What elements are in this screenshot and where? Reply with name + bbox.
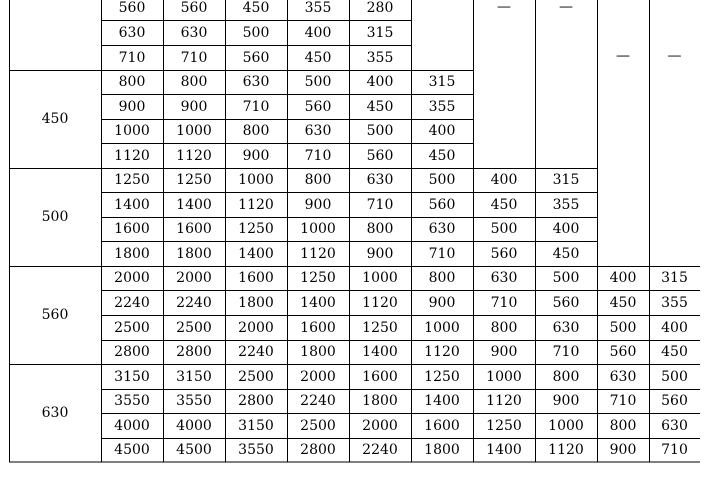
table-cell: 800 xyxy=(304,172,332,188)
table-cell: 900 xyxy=(490,344,518,360)
table-cell: 1000 xyxy=(362,270,398,286)
table-cell: 1000 xyxy=(238,172,274,188)
table-cell: 4500 xyxy=(114,442,150,458)
table-cell: 2240 xyxy=(114,294,150,311)
table-cell: 1000 xyxy=(114,123,150,139)
table-cell: 1600 xyxy=(300,319,336,336)
group-label: 630 xyxy=(41,405,69,421)
table-cell: 560 xyxy=(490,245,518,262)
table-cell: 900 xyxy=(366,245,394,262)
table-cell: 1250 xyxy=(424,368,460,385)
table-cell: 2240 xyxy=(238,344,274,360)
table-cell: 560 xyxy=(366,147,394,164)
table-cell: 1250 xyxy=(486,417,522,434)
dash-cell: — xyxy=(559,0,573,15)
table-cell: 1120 xyxy=(486,393,522,409)
table-cell: 630 xyxy=(118,24,146,41)
table-cell: 630 xyxy=(304,123,332,139)
table-cell: 1120 xyxy=(176,147,212,164)
table-cell: 3550 xyxy=(114,393,150,409)
table-cell: 900 xyxy=(118,98,146,115)
table-cell: 1600 xyxy=(424,417,460,434)
table-cell: 2000 xyxy=(238,319,274,336)
table-cell: 500 xyxy=(366,123,394,139)
table-cell: 355 xyxy=(552,196,580,213)
table-cell: 500 xyxy=(428,172,456,188)
table-cell: 1800 xyxy=(114,245,150,262)
table-cell: 2000 xyxy=(362,417,398,434)
table-cell: 1800 xyxy=(238,294,274,311)
table-cell: 450 xyxy=(490,196,518,213)
table-cell: 2240 xyxy=(176,294,212,311)
table-cell: 630 xyxy=(490,270,518,286)
table-cell: 900 xyxy=(242,147,270,164)
table-cell: 500 xyxy=(609,319,637,336)
table-cell: 1400 xyxy=(238,245,274,262)
table-cell: 2000 xyxy=(300,368,336,385)
table-cell: 2000 xyxy=(114,270,150,286)
table-cell: 1250 xyxy=(362,319,398,336)
table-cell: 355 xyxy=(428,98,456,115)
table-cell: 400 xyxy=(304,24,332,41)
table-cell: 355 xyxy=(661,294,688,311)
table-cell: 1250 xyxy=(176,172,212,188)
table-cell: 1120 xyxy=(300,245,336,262)
table-cell: 630 xyxy=(242,74,270,90)
table-cell: 1600 xyxy=(176,221,212,237)
table-cell: 560 xyxy=(304,98,332,115)
table-cell: 1400 xyxy=(300,294,336,311)
table-cell: 560 xyxy=(180,0,208,16)
table-cell: 1600 xyxy=(114,221,150,237)
table-cell: 900 xyxy=(304,196,332,213)
table-cell: 710 xyxy=(304,147,332,164)
table-cell: 710 xyxy=(661,442,688,458)
table-cell: 710 xyxy=(118,49,146,66)
table-cell: 800 xyxy=(490,319,518,336)
table-cell: 3150 xyxy=(176,368,212,385)
table-cell: 560 xyxy=(552,294,580,311)
table-cell: 1000 xyxy=(548,417,584,434)
table-cell: 1120 xyxy=(114,147,150,164)
table-cell: 450 xyxy=(661,344,688,360)
table-cell: 400 xyxy=(552,221,580,237)
table-cell: 500 xyxy=(661,368,688,385)
table-cell: 2000 xyxy=(176,270,212,286)
table-cell: 710 xyxy=(609,393,637,409)
table-cell: 1000 xyxy=(176,123,212,139)
table-cell: 900 xyxy=(609,442,637,458)
table-cell: 1800 xyxy=(362,393,398,409)
table-cell: 315 xyxy=(661,270,688,286)
table-cell: 710 xyxy=(428,245,456,262)
table-cell: 450 xyxy=(366,98,394,115)
table-cell: 1800 xyxy=(176,245,212,262)
table-cell: 2800 xyxy=(176,344,212,360)
table-cell: 1400 xyxy=(114,196,150,213)
table-cell: 3150 xyxy=(114,368,150,385)
table-cell: 630 xyxy=(552,319,580,336)
dash-cell: — xyxy=(616,48,630,64)
table-cell: 800 xyxy=(428,270,456,286)
table-cell: 500 xyxy=(242,24,270,41)
table-cell: 315 xyxy=(552,172,580,188)
table-cell: 800 xyxy=(242,123,270,139)
table-cell: 1250 xyxy=(300,270,336,286)
table-cell: 630 xyxy=(609,368,637,385)
table-cell: 1120 xyxy=(238,196,274,213)
table-cell: 500 xyxy=(552,270,580,286)
dash-cell: — xyxy=(667,48,682,64)
group-label: 450 xyxy=(41,111,69,127)
table-cell: 560 xyxy=(118,0,146,16)
table-cell: 500 xyxy=(304,74,332,90)
table-cell: 2240 xyxy=(362,442,398,458)
table-cell: 710 xyxy=(180,49,208,66)
table-cell: 1600 xyxy=(362,368,398,385)
table-cell: 3550 xyxy=(238,442,274,458)
table-cell: 450 xyxy=(552,245,580,262)
table-cell: 1400 xyxy=(424,393,460,409)
table-cell: 900 xyxy=(428,294,456,311)
table-cell: 315 xyxy=(428,74,456,90)
table-cell: 1600 xyxy=(238,270,274,286)
table-cell: 1250 xyxy=(114,172,150,188)
table-cell: 1000 xyxy=(424,319,460,336)
table-cell: 900 xyxy=(180,98,208,115)
table-cell: 2500 xyxy=(114,319,150,336)
table-cell: 710 xyxy=(366,196,394,213)
table-cell: 2800 xyxy=(114,344,150,360)
table-cell: 1120 xyxy=(424,344,460,360)
table-cell: 280 xyxy=(366,0,394,16)
table-cell: 800 xyxy=(552,368,580,385)
table-cell: 1800 xyxy=(424,442,460,458)
table-cell: 710 xyxy=(552,344,580,360)
table-cell: 710 xyxy=(242,98,270,115)
table-cell: 355 xyxy=(366,49,394,66)
table-cell: 400 xyxy=(366,74,394,90)
table-cell: 1250 xyxy=(238,221,274,237)
table-cell: 560 xyxy=(242,49,270,66)
table-cell: 4000 xyxy=(176,417,212,434)
table-cell: 450 xyxy=(428,147,456,164)
table-cell: 4500 xyxy=(176,442,212,458)
table-cell: 800 xyxy=(180,74,208,90)
table-cell: 900 xyxy=(552,393,580,409)
table-cell: 2500 xyxy=(176,319,212,336)
table-cell: 4000 xyxy=(114,417,150,434)
table-cell: 630 xyxy=(661,417,688,434)
table-cell: 1400 xyxy=(176,196,212,213)
table-cell: 400 xyxy=(490,172,518,188)
table-cell: 2240 xyxy=(300,393,336,409)
table-cell: 630 xyxy=(428,221,456,237)
table-cell: 800 xyxy=(609,417,637,434)
table-cell: 1120 xyxy=(548,442,584,458)
table-cell: 2800 xyxy=(300,442,336,458)
table-cell: 3550 xyxy=(176,393,212,409)
table-cell: 1120 xyxy=(362,294,398,311)
table-cell: 315 xyxy=(366,24,394,41)
table-cell: 2500 xyxy=(300,417,336,434)
table-cell: 1400 xyxy=(362,344,398,360)
table-cell: 710 xyxy=(490,294,518,311)
table-cell: 355 xyxy=(304,0,332,16)
table-cell: 1000 xyxy=(486,368,522,385)
table-cell: 2800 xyxy=(238,393,274,409)
table-cell: 1800 xyxy=(300,344,336,360)
table-cell: 450 xyxy=(242,0,270,16)
table-cell: 400 xyxy=(661,319,688,336)
group-label: 560 xyxy=(41,307,69,323)
table-cell: 1400 xyxy=(486,442,522,458)
dash-cell: — xyxy=(497,0,511,15)
table-cell: 400 xyxy=(428,123,456,139)
table-cell: 3150 xyxy=(238,417,274,434)
table-cell: 630 xyxy=(180,24,208,41)
table-cell: 800 xyxy=(366,221,394,237)
table-cell: 2500 xyxy=(238,368,274,385)
table-cell: 400 xyxy=(609,270,637,286)
table-cell: 560 xyxy=(661,393,688,409)
group-label: 500 xyxy=(41,209,69,225)
table-cell: 500 xyxy=(490,221,518,237)
table-cell: 560 xyxy=(428,196,456,213)
table-cell: 1000 xyxy=(300,221,336,237)
table-cell: 450 xyxy=(304,49,332,66)
table-cell: 560 xyxy=(609,344,637,360)
table-cell: 800 xyxy=(118,74,146,90)
table-cell: 450 xyxy=(609,294,637,311)
table-cell: 630 xyxy=(366,172,394,188)
